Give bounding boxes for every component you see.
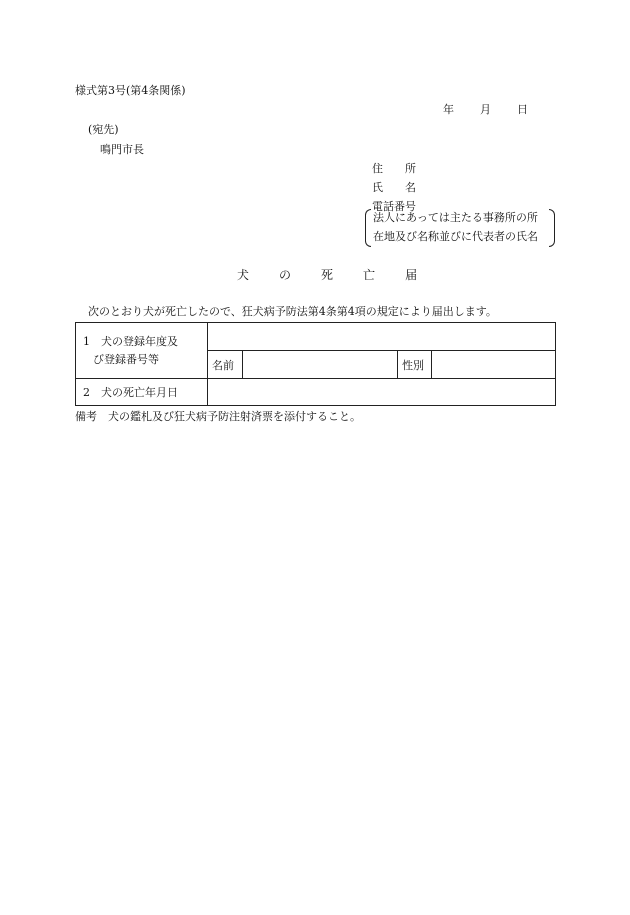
title-char: の <box>279 268 292 282</box>
registration-label-line1: 1 犬の登録年度及 <box>83 335 178 348</box>
applicant-phone-label: 電話番号 <box>372 200 416 213</box>
addressee-label: (宛先) <box>88 123 119 136</box>
dog-sex-label: 性別 <box>402 359 424 372</box>
death-date-label: 2 犬の死亡年月日 <box>83 386 178 399</box>
dog-name-label: 名前 <box>212 359 234 372</box>
remarks-text: 備考 犬の鑑札及び狂犬病予防注射済票を添付すること。 <box>75 410 361 423</box>
title-char: 亡 <box>363 268 376 282</box>
dog-death-table <box>75 322 556 406</box>
left-parenthesis <box>365 209 371 247</box>
date-month-label: 月 <box>480 103 491 116</box>
date-day-label: 日 <box>517 103 528 116</box>
mayor-label: 鳴門市長 <box>100 143 144 156</box>
intro-text: 次のとおり犬が死亡したので、狂犬病予防法第4条第4項の規定により届出します。 <box>88 305 497 318</box>
corporation-note <box>365 209 555 249</box>
title-char: 届 <box>405 268 418 282</box>
corporation-note-line2: 在地及び名称並びに代表者の氏名 <box>373 230 538 243</box>
applicant-block <box>372 159 416 216</box>
table-divider <box>397 350 398 378</box>
dog-sex-field[interactable] <box>432 351 555 378</box>
date-line <box>443 104 528 115</box>
registration-number-field[interactable] <box>208 324 555 350</box>
registration-label-line2: び登録番号等 <box>93 353 159 366</box>
applicant-name-label: 氏 名 <box>372 181 416 194</box>
corporation-note-line1: 法人にあっては主たる事務所の所 <box>373 211 538 224</box>
applicant-address-row <box>372 159 416 178</box>
right-parenthesis <box>549 209 555 247</box>
date-year-label: 年 <box>443 103 454 116</box>
form-number: 様式第3号(第4条関係) <box>75 84 186 97</box>
title-char: 犬 <box>237 268 250 282</box>
applicant-address-label: 住 所 <box>372 162 416 175</box>
applicant-name-row <box>372 178 416 197</box>
title-char: 死 <box>321 268 334 282</box>
document-title <box>237 269 417 281</box>
dog-name-field[interactable] <box>243 351 397 378</box>
death-date-field[interactable] <box>208 379 555 405</box>
